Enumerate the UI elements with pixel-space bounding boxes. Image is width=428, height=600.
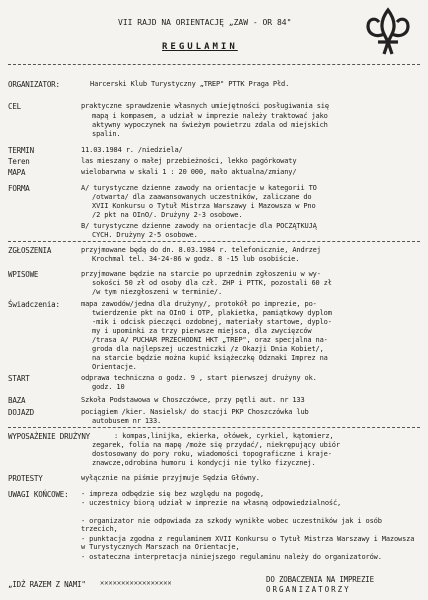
wpisowe-line-2: sokości 50 zł od osoby dla czł. ZHP i PTTK, pozostali 60 zł: [92, 279, 332, 287]
swiadczenia-line-5: /trasa A/ PUCHAR PRZECHODNI HKT „TREP", oraz specjalna na-: [92, 336, 328, 344]
forma-line-5: B/ turystyczne dzienne zawody na orientacje dla POCZĄTKUJĄ: [81, 222, 317, 230]
scout-lily-emblem-icon: [360, 4, 416, 60]
label-forma: FORMA: [8, 184, 30, 193]
wyposazenie-line-1: : kompas,linijka, ekierka, ołówek, cyrkiel, kątomierz,: [114, 432, 334, 440]
uwagi-item-1: - impreza odbędzie się bez względu na pogodę,: [81, 490, 264, 498]
organizator-line: Harcerski Klub Turystyczny „TREP" PTTK Praga Płd.: [90, 80, 290, 88]
zgloszenia-line-2: Krochmal tel. 34-24-86 w godz. 8 -15 lub osobiście.: [92, 255, 300, 263]
separator-top: [8, 64, 420, 65]
forma-line-1: A/ turystyczne dzienne zawody na orientacje w kategorii TO: [81, 184, 317, 192]
swiadczenia-line-7: na starcie będzie można kupić książeczkę Odznaki Imprez na: [92, 354, 328, 362]
label-cel: CEL: [8, 102, 21, 111]
uwagi-item-2: - uczestnicy biorą udział w imprezie na własną odpowiedzialność,: [81, 499, 342, 507]
footer-farewell: DO ZOBACZENIA NA IMPREZIE: [266, 575, 374, 584]
baza-line: Szkoła Podstawowa w Choszczówce, przy pętli aut. nr 133: [81, 396, 305, 404]
wyposazenie-line-2: zegarek, folia na mapę /może się przydać/, niekrępujący ubiór: [92, 441, 340, 449]
separator-wyposazenie: [8, 427, 420, 428]
swiadczenia-line-8: Orientacje.: [92, 363, 137, 371]
wyposazenie-line-4: znawcze,odrobina humoru i kondycji nie tylko fizycznej.: [92, 459, 316, 467]
label-mapa: MAPA: [8, 168, 26, 177]
swiadczenia-line-1: mapa zawodów/jedna dla drużyny/, protokół po imprezie, po-: [81, 300, 317, 308]
swiadczenia-line-2: twierdzenie pkt na OInO i OTP, plakietka, pamiątkowy dyplom: [92, 309, 332, 317]
swiadczenia-line-3: -mik i odcisk pieczęci ozdobnej, materiały startowe, dyplo-: [92, 318, 332, 326]
uwagi-item-4: - punktacja zgodna z regulaminem XVII Konkursu o Tytuł Mistrza Warszawy i Mazowsza w Turystycznych Marszach na Orientacje,: [81, 535, 415, 551]
cel-line-1: praktyczne sprawdzenie własnych umiejętności posługiwania się: [81, 102, 329, 110]
forma-line-4: /2 pkt na OInO/. Drużyny 2-3 osobowe.: [92, 211, 243, 219]
label-teren: Teren: [8, 157, 30, 166]
forma-line-2: /otwarta/ dla zaawansowanych uczestników, zaliczane do: [92, 193, 312, 201]
cel-line-3: aktywny wypoczynek na świeżym powietrzu zdala od miejskich: [92, 121, 328, 129]
dojazd-line-1: pociągiem /kier. Nasielsk/ do stacji PKP Choszczówka lub: [81, 408, 309, 416]
label-wpisowe: WPISOWE: [8, 270, 39, 279]
cel-line-2: mapą i kompasem, a udział w imprezie należy traktować jako: [92, 112, 328, 120]
mapa-line: wielobarwna w skali 1 : 20 000, mało aktualna/zmiany/: [81, 168, 297, 176]
forma-line-6: CYCH. Drużyny 2-5 osobowe.: [92, 231, 198, 239]
uwagi-item-5: - ostateczna interpretacja niniejszego regulaminu należy do organizatorów.: [81, 553, 382, 561]
footer-motto: „IDŹ RAZEM Z NAMI": [8, 580, 86, 589]
regulamin-heading: REGULAMIN: [162, 42, 238, 52]
zgloszenia-line-1: przyjmowane będą do dn. 8.03.1984 r. telefonicznie, Andrzej: [81, 246, 321, 254]
protesty-line: wyłącznie na piśmie przyjmuje Sędzia Główny.: [81, 474, 260, 482]
swiadczenia-line-4: my i upominki za trzy pierwsze miejsca, dla zwycięzców: [92, 327, 312, 335]
teren-line: las mieszany o małej przebieżności, lekko pagórkowaty: [81, 157, 297, 165]
label-swiadczenia: Świadczenia:: [8, 300, 60, 309]
label-start: START: [8, 374, 30, 383]
cel-line-4: spalin.: [92, 130, 121, 138]
uwagi-item-3: - organizator nie odpowiada za szkody wynikłe wobec uczestników jak i osób trzecich,: [81, 517, 382, 533]
label-baza: BAZA: [8, 396, 26, 405]
event-title: VII RAJD NA ORIENTACJĘ „ZAW - OR 84": [118, 18, 292, 27]
start-line-1: odprawa techniczna o godz. 9 , start pierwszej drużyny ok.: [81, 374, 317, 382]
label-zgloszenia: ZGŁOSZENIA: [8, 246, 52, 255]
wpisowe-line-1: przyjmowane będzie na starcie po uprzednim zgłoszeniu w wy-: [81, 270, 321, 278]
forma-line-3: XVII Konkursu o Tytuł Mistrza Warszawy i Mazowsza w Pno: [92, 202, 316, 210]
wpisowe-line-3: /w tym niezgłoszeni w terminie/.: [92, 288, 223, 296]
wyposazenie-line-3: dostosowany do pory roku, wiadomości topograficzne i kraje-: [92, 450, 332, 458]
label-organizator: ORGANIZATOR:: [8, 80, 60, 89]
start-line-2: godz. 10: [92, 383, 125, 391]
dojazd-line-2: autobusem nr 133.: [92, 417, 162, 425]
label-termin: TERMIN: [8, 146, 34, 155]
footer-decor: ✕✕✕✕✕✕✕✕✕✕✕✕✕✕✕✕✕: [100, 579, 172, 587]
footer-signature: ORGANIZATORZY: [266, 585, 351, 594]
label-protesty: PROTESTY: [8, 474, 43, 483]
label-uwagi: UWAGI KOŃCOWE:: [8, 490, 69, 499]
termin-line: 11.03.1984 r. /niedziela/: [81, 146, 183, 154]
separator-zgloszenia: [8, 241, 420, 242]
swiadczenia-line-6: groda dla najlepszej uczestniczki /z Okazji Dnia Kobiet/,: [92, 345, 324, 353]
label-dojazd: DOJAZD: [8, 408, 34, 417]
label-wyposazenie: WYPOSAŻENIE DRUŻYNY: [8, 432, 90, 441]
